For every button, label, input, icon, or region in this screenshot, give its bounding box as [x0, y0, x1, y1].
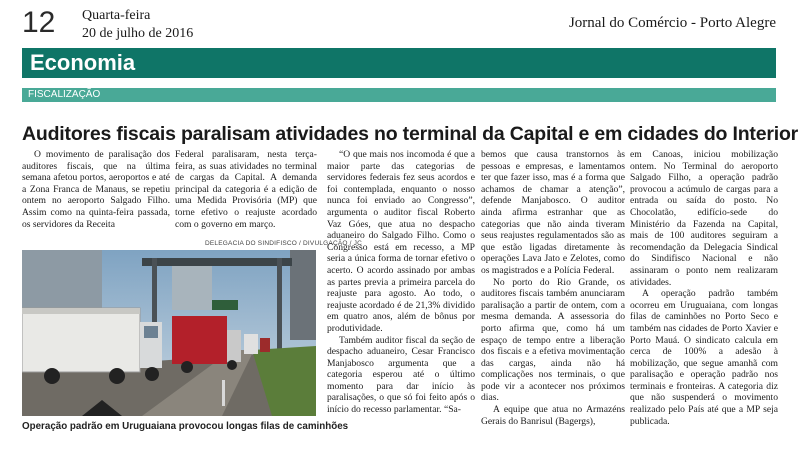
paragraph: em Canoas, iniciou mobilização ontem. No Terminal do aeroporto Salgado Filho, a operação padrão provocou a acúmulo de cargas para a entrada ou saída do posto. No Chocolatão, edifício-sede do Ministério da Fazenda na Capital, mais de 100 auditores seguiram a recomendação da Delegacia Sindical do Sindifisco Nacional e não assinaram o ponto nem realizaram atividades. — [630, 149, 778, 288]
paragraph: Também auditor fiscal da seção de despacho aduaneiro, Cesar Francisco Manjabosco argumenta que a categoria esperou até o último momento para dar início às paralisações, o que só foi feito após o início do recesso parlamentar. “Sa- — [327, 334, 475, 416]
article-column-2 — [175, 149, 317, 230]
photo-credit: DELEGACIA DO SINDIFISCO / DIVULGAÇÃO / JC — [205, 240, 363, 247]
truck-queue-illustration — [22, 250, 316, 416]
page-number: 12 — [22, 6, 56, 39]
paragraph: “O que mais nos incomoda é que a maior parte das categorias de servidores federais fez seus acordos e foi contemplada, enquanto o nosso nunca foi enviado ao Congresso”, argumenta o auditor fiscal Roberto Vaz Góes, que atua no despacho aduaneiro do Salgado Filho. Como o Congresso está em recesso, a MP seria a única forma de tornar efetivo o acerto. O acordo assinado por ambas as partes previa a primeira parcela do reajuste para agosto. Ao todo, o reajuste acordado é de 21,3% dividido em quatro anos, além de bônus por produtividade. — [327, 149, 475, 334]
newspaper-name: Jornal do Comércio - Porto Alegre — [568, 15, 776, 31]
paragraph: bemos que causa transtornos às pessoas e empresas, e lamentamos ter que fazer isso, mas é a forma que achamos de chamar a atenção”, defende Manjabosco. O auditor ainda afirma estranhar que as categorias que não ainda tiveram seus reajustes regulamentados são as que estão ligadas diretamente às operações Lava Jato e Zelotes, como os magistrados e a Polícia Federal. — [481, 149, 625, 276]
paragraph: No porto do Rio Grande, os auditores fiscais também anunciaram paralisação a partir de ontem, com a mesma demanda. A assessoria do porto afirma que, como há um espaço de tempo entre a liberação dos fiscais e a efetiva movimentação das cargas, ainda não há complicações nos terminais, o que pode vir a acontecer nos próximos dias. — [481, 276, 625, 404]
section-bar — [22, 48, 776, 78]
paragraph: A operação padrão também ocorreu em Uruguaiana, com longas filas de caminhões no Porto Seco e também nas cidades de Porto Xavier e Porto Mauá. O sindicato calcula em cerca de 100% a adesão à mobilização, que segue amanhã com paralisação e operação padrão nos terminais e fronteiras. A categoria diz que não suspenderá o movimento realizado pelo País até que a MP seja publicada. — [630, 288, 778, 427]
subsection-title: FISCALIZAÇÃO — [28, 89, 101, 100]
photo-caption: Operação padrão em Uruguaiana provocou longas filas de caminhões — [22, 421, 349, 432]
news-photo — [22, 250, 316, 416]
article-headline: Auditores fiscais paralisam atividades no terminal da Capital e em cidades do Interior — [22, 123, 799, 145]
weekday: Quarta-feira — [82, 8, 151, 23]
subsection-bar — [22, 88, 776, 102]
section-title: Economia — [30, 50, 136, 75]
article-column-1 — [22, 149, 170, 230]
article-column-5 — [630, 149, 778, 427]
issue-date: 20 de julho de 2016 — [82, 26, 194, 41]
article-column-3 — [327, 149, 475, 416]
paragraph: Federal paralisaram, nesta terça-feira, as suas atividades no terminal de cargas da Capital. A demanda principal da categoria é a edição de uma Medida Provisória (MP) que torne efetivo o reajuste acordado com o governo em março. — [175, 149, 317, 230]
paragraph: A equipe que atua no Armazéns Gerais do Banrisul (Bagergs), — [481, 404, 625, 427]
article-column-4 — [481, 149, 625, 427]
paragraph: O movimento de paralisação dos auditores fiscais, que na última semana afetou portos, aeroportos e até a Zona Franca de Manaus, se repetiu ontem no aeroporto Salgado Filho. Assim como na quinta-feira passada, os servidores da Receita — [22, 149, 170, 230]
